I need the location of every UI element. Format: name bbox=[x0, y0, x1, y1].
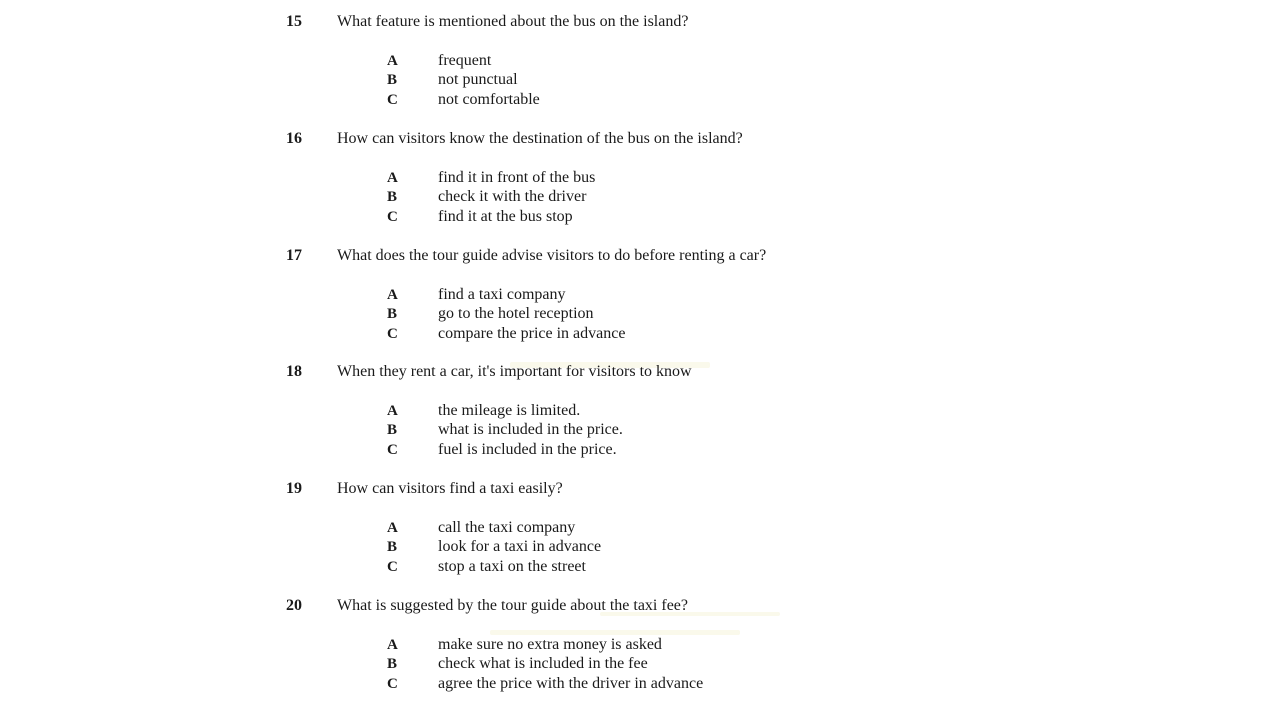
option-b[interactable] bbox=[0, 304, 1280, 324]
question-number: 20 bbox=[286, 597, 302, 614]
option-letter: B bbox=[387, 539, 398, 555]
option-text: frequent bbox=[438, 52, 492, 69]
option-a[interactable] bbox=[0, 635, 1280, 655]
option-a[interactable] bbox=[0, 285, 1280, 305]
option-text: agree the price with the driver in advance bbox=[438, 675, 704, 692]
option-letter: B bbox=[387, 306, 398, 322]
option-c[interactable] bbox=[0, 440, 1280, 460]
option-c[interactable] bbox=[0, 90, 1280, 110]
option-c[interactable] bbox=[0, 207, 1280, 227]
option-letter: C bbox=[387, 676, 398, 692]
option-letter: C bbox=[387, 209, 398, 225]
option-text: find a taxi company bbox=[438, 286, 566, 303]
option-letter: B bbox=[387, 422, 398, 438]
option-text: go to the hotel reception bbox=[438, 305, 594, 322]
question-text: What does the tour guide advise visitors to do before renting a car? bbox=[337, 247, 767, 264]
option-text: find it in front of the bus bbox=[438, 169, 596, 186]
question-17 bbox=[0, 246, 1280, 356]
option-text: check what is included in the fee bbox=[438, 655, 648, 672]
option-text: the mileage is limited. bbox=[438, 402, 581, 419]
option-letter: C bbox=[387, 559, 398, 575]
question-number: 15 bbox=[286, 13, 302, 30]
question-20 bbox=[0, 596, 1280, 706]
option-text: look for a taxi in advance bbox=[438, 538, 602, 555]
option-letter: C bbox=[387, 92, 398, 108]
option-b[interactable] bbox=[0, 537, 1280, 557]
option-text: call the taxi company bbox=[438, 519, 576, 536]
option-b[interactable] bbox=[0, 187, 1280, 207]
option-letter: A bbox=[387, 637, 398, 653]
option-a[interactable] bbox=[0, 518, 1280, 538]
question-text: How can visitors find a taxi easily? bbox=[337, 480, 563, 497]
option-text: not punctual bbox=[438, 71, 518, 88]
option-text: fuel is included in the price. bbox=[438, 441, 617, 458]
question-15 bbox=[0, 12, 1280, 122]
question-number: 18 bbox=[286, 363, 302, 380]
option-a[interactable] bbox=[0, 51, 1280, 71]
option-letter: B bbox=[387, 189, 398, 205]
option-text: stop a taxi on the street bbox=[438, 558, 586, 575]
question-number: 17 bbox=[286, 247, 302, 264]
option-letter: C bbox=[387, 326, 398, 342]
question-text: What is suggested by the tour guide about the taxi fee? bbox=[337, 597, 689, 614]
question-16 bbox=[0, 129, 1280, 239]
option-letter: B bbox=[387, 656, 398, 672]
question-19 bbox=[0, 479, 1280, 589]
option-letter: A bbox=[387, 287, 398, 303]
option-letter: A bbox=[387, 520, 398, 536]
option-c[interactable] bbox=[0, 324, 1280, 344]
option-letter: A bbox=[387, 403, 398, 419]
question-number: 19 bbox=[286, 480, 302, 497]
option-text: check it with the driver bbox=[438, 188, 587, 205]
option-letter: A bbox=[387, 53, 398, 69]
option-b[interactable] bbox=[0, 654, 1280, 674]
option-c[interactable] bbox=[0, 674, 1280, 694]
question-text: How can visitors know the destination of the bus on the island? bbox=[337, 130, 743, 147]
option-letter: A bbox=[387, 170, 398, 186]
option-a[interactable] bbox=[0, 401, 1280, 421]
option-text: not comfortable bbox=[438, 91, 540, 108]
option-c[interactable] bbox=[0, 557, 1280, 577]
question-number: 16 bbox=[286, 130, 302, 147]
option-text: compare the price in advance bbox=[438, 325, 626, 342]
option-b[interactable] bbox=[0, 420, 1280, 440]
question-text: What feature is mentioned about the bus on the island? bbox=[337, 13, 689, 30]
question-text: When they rent a car, it's important for visitors to know bbox=[337, 363, 692, 380]
option-a[interactable] bbox=[0, 168, 1280, 188]
option-text: find it at the bus stop bbox=[438, 208, 573, 225]
question-18 bbox=[0, 362, 1280, 472]
option-text: make sure no extra money is asked bbox=[438, 636, 662, 653]
option-b[interactable] bbox=[0, 70, 1280, 90]
option-letter: C bbox=[387, 442, 398, 458]
option-text: what is included in the price. bbox=[438, 421, 623, 438]
option-letter: B bbox=[387, 72, 398, 88]
